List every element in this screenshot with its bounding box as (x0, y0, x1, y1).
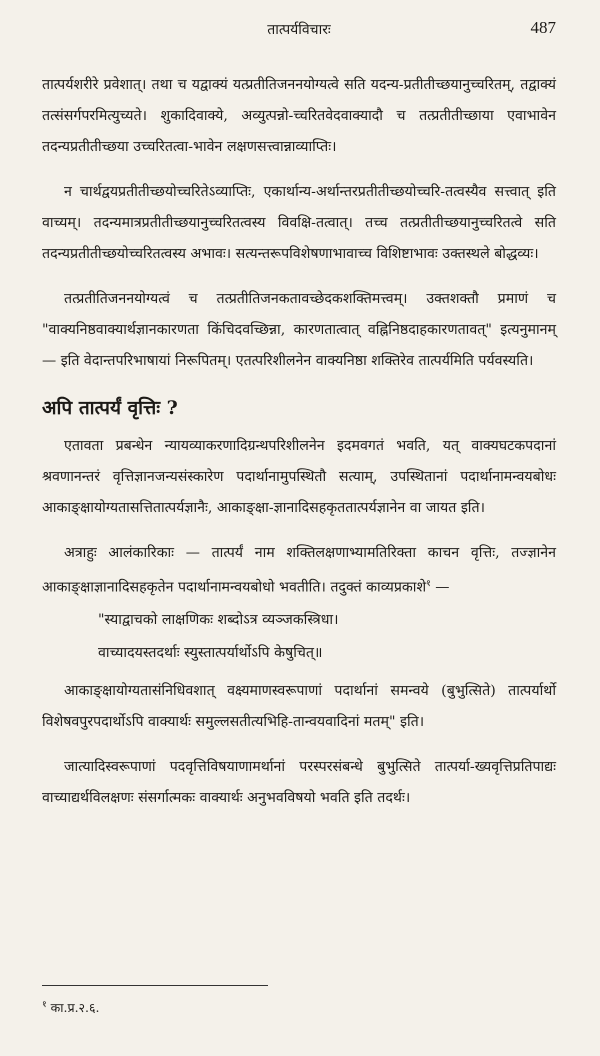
quote-dash: — (430, 579, 450, 596)
running-head: तात्पर्यविचारः (267, 22, 331, 38)
section-heading: अपि तात्पर्यं वृत्तिः ? (42, 397, 178, 419)
paragraph-6: आकाङ्क्षायोग्यतासंनिधिवशात् वक्ष्यमाणस्वरूपाणां पदार्थानां समन्वये (बुभुत्सिते) तात्पर्यार्थो विशेषवपुरपदार्थोऽपि वाक्यार्थः समुल्लसतीत्यभिहि-तान्वयवादिनां मतम्" इति। (42, 682, 556, 730)
page-body (42, 70, 556, 828)
paragraph-4: एतावता प्रबन्धेन न्यायव्याकरणादिग्रन्थपरिशीलनेन इदमवगतं भवति, यत् वाक्यघटकपदानां श्रवणानन्तरं वृत्तिज्ञानजन्यसंस्कारेण पदार्थानामुपस्थितौ सत्याम्, उपस्थितानां पदार्थानामन्वयबोधः आकाङ्क्षायोग्यतासत्तितात्पर्यज्ञानैः, आकाङ्क्षा-ज्ञानादिसहकृततात्पर्यज्ञानेन वा जायत इति। (42, 438, 556, 516)
paragraph-1: तात्पर्यशरीरे प्रवेशात्। तथा च यद्वाक्यं यत्प्रतीतिजननयोग्यत्वे सति यदन्य-प्रतीतीच्छयानुच्चरितम्, तद्वाक्यं तत्संसर्गपरमित्युच्यते। शुकादिवाक्ये, अव्युत्पन्नो-च्चरितवेदवाक्यादौ च तत्प्रतीतीच्छाया एवाभावेन तदन्यप्रतीतीच्छया उच्चरितत्वा-भावेन लक्षणसत्त्वान्नाव्याप्तिः। (42, 77, 556, 155)
footnote-text: का.प्र.२.६. (46, 1000, 100, 1016)
paragraph-5-text: अत्राहुः आलंकारिकाः — तात्पर्यं नाम शक्तिलक्षणाभ्यामतिरिक्ता काचन वृत्तिः, तज्ज्ञानेन आकाङ्क्षाज्ञानादिसहकृतेन पदार्थानामन्वयबोधो भवतीति। (42, 545, 556, 596)
paragraph-2: न चार्थद्वयप्रतीतीच्छयोच्चरितेऽव्याप्तिः, एकार्थान्य-अर्थान्तरप्रतीतीच्छयोच्चरि-तत्वस्यैव सत्त्वात् इति वाच्यम्। तदन्यमात्रप्रतीतीच्छयानुच्चरितत्वस्य विवक्षि-तत्वात्। तच्च तत्प्रतीतीच्छयानुच्चरितत्वे सति तदन्यप्रतीतीच्छयोच्चरितत्वस्य अभावः। सत्यन्तरूपविशेषणाभावाच्च विशिष्टाभावः उक्तस्थले बोद्धव्यः। (42, 184, 556, 262)
page-number: 487 (530, 18, 556, 37)
paragraph-3: तत्प्रतीतिजननयोग्यत्वं च तत्प्रतीतिजनकतावच्छेदकशक्तिमत्त्वम्। उक्तशक्तौ प्रमाणं च "वाक्यनिष्ठवाक्यार्थज्ञानकारणता किंचिदवच्छिन्ना, कारणतात्वात् वह्निनिष्ठदाहकारणतावत्" इत्यनुमानम् — इति वेदान्तपरिभाषायां निरूपितम्। एतत्परिशीलनेन वाक्यनिष्ठा शक्तिरेव तात्पर्यमिति पर्यवस्यति। (42, 291, 556, 369)
footnote-ref: १ (426, 579, 431, 589)
paragraph-7: जात्यादिस्वरूपाणां पदवृत्तिविषयाणामर्थानां परस्परसंबन्धे बुभुत्सिते तात्पर्या-ख्यवृत्तिप्रतिपाद्यः वाच्याद्यर्थविलक्षणः संसर्गात्मकः वाक्यार्थः अनुभवविषयो भवति इति तदर्थः। (42, 758, 556, 806)
verse-line-1: "स्याद्वाचको लाक्षणिकः शब्दोऽत्र व्यञ्जकस्त्रिधा। (98, 611, 339, 628)
footnote-mark: १ (42, 1000, 47, 1010)
quote-intro: तदुक्तं काव्यप्रकाशे (330, 579, 427, 596)
footnote (42, 997, 100, 1016)
page-header (42, 0, 556, 46)
verse-line-2: वाच्यादयस्तदर्थाः स्युस्तात्पर्यार्थोऽपि केषुचित्॥ (98, 644, 323, 661)
paragraph-5 (42, 538, 556, 604)
footnote-divider (42, 985, 268, 986)
